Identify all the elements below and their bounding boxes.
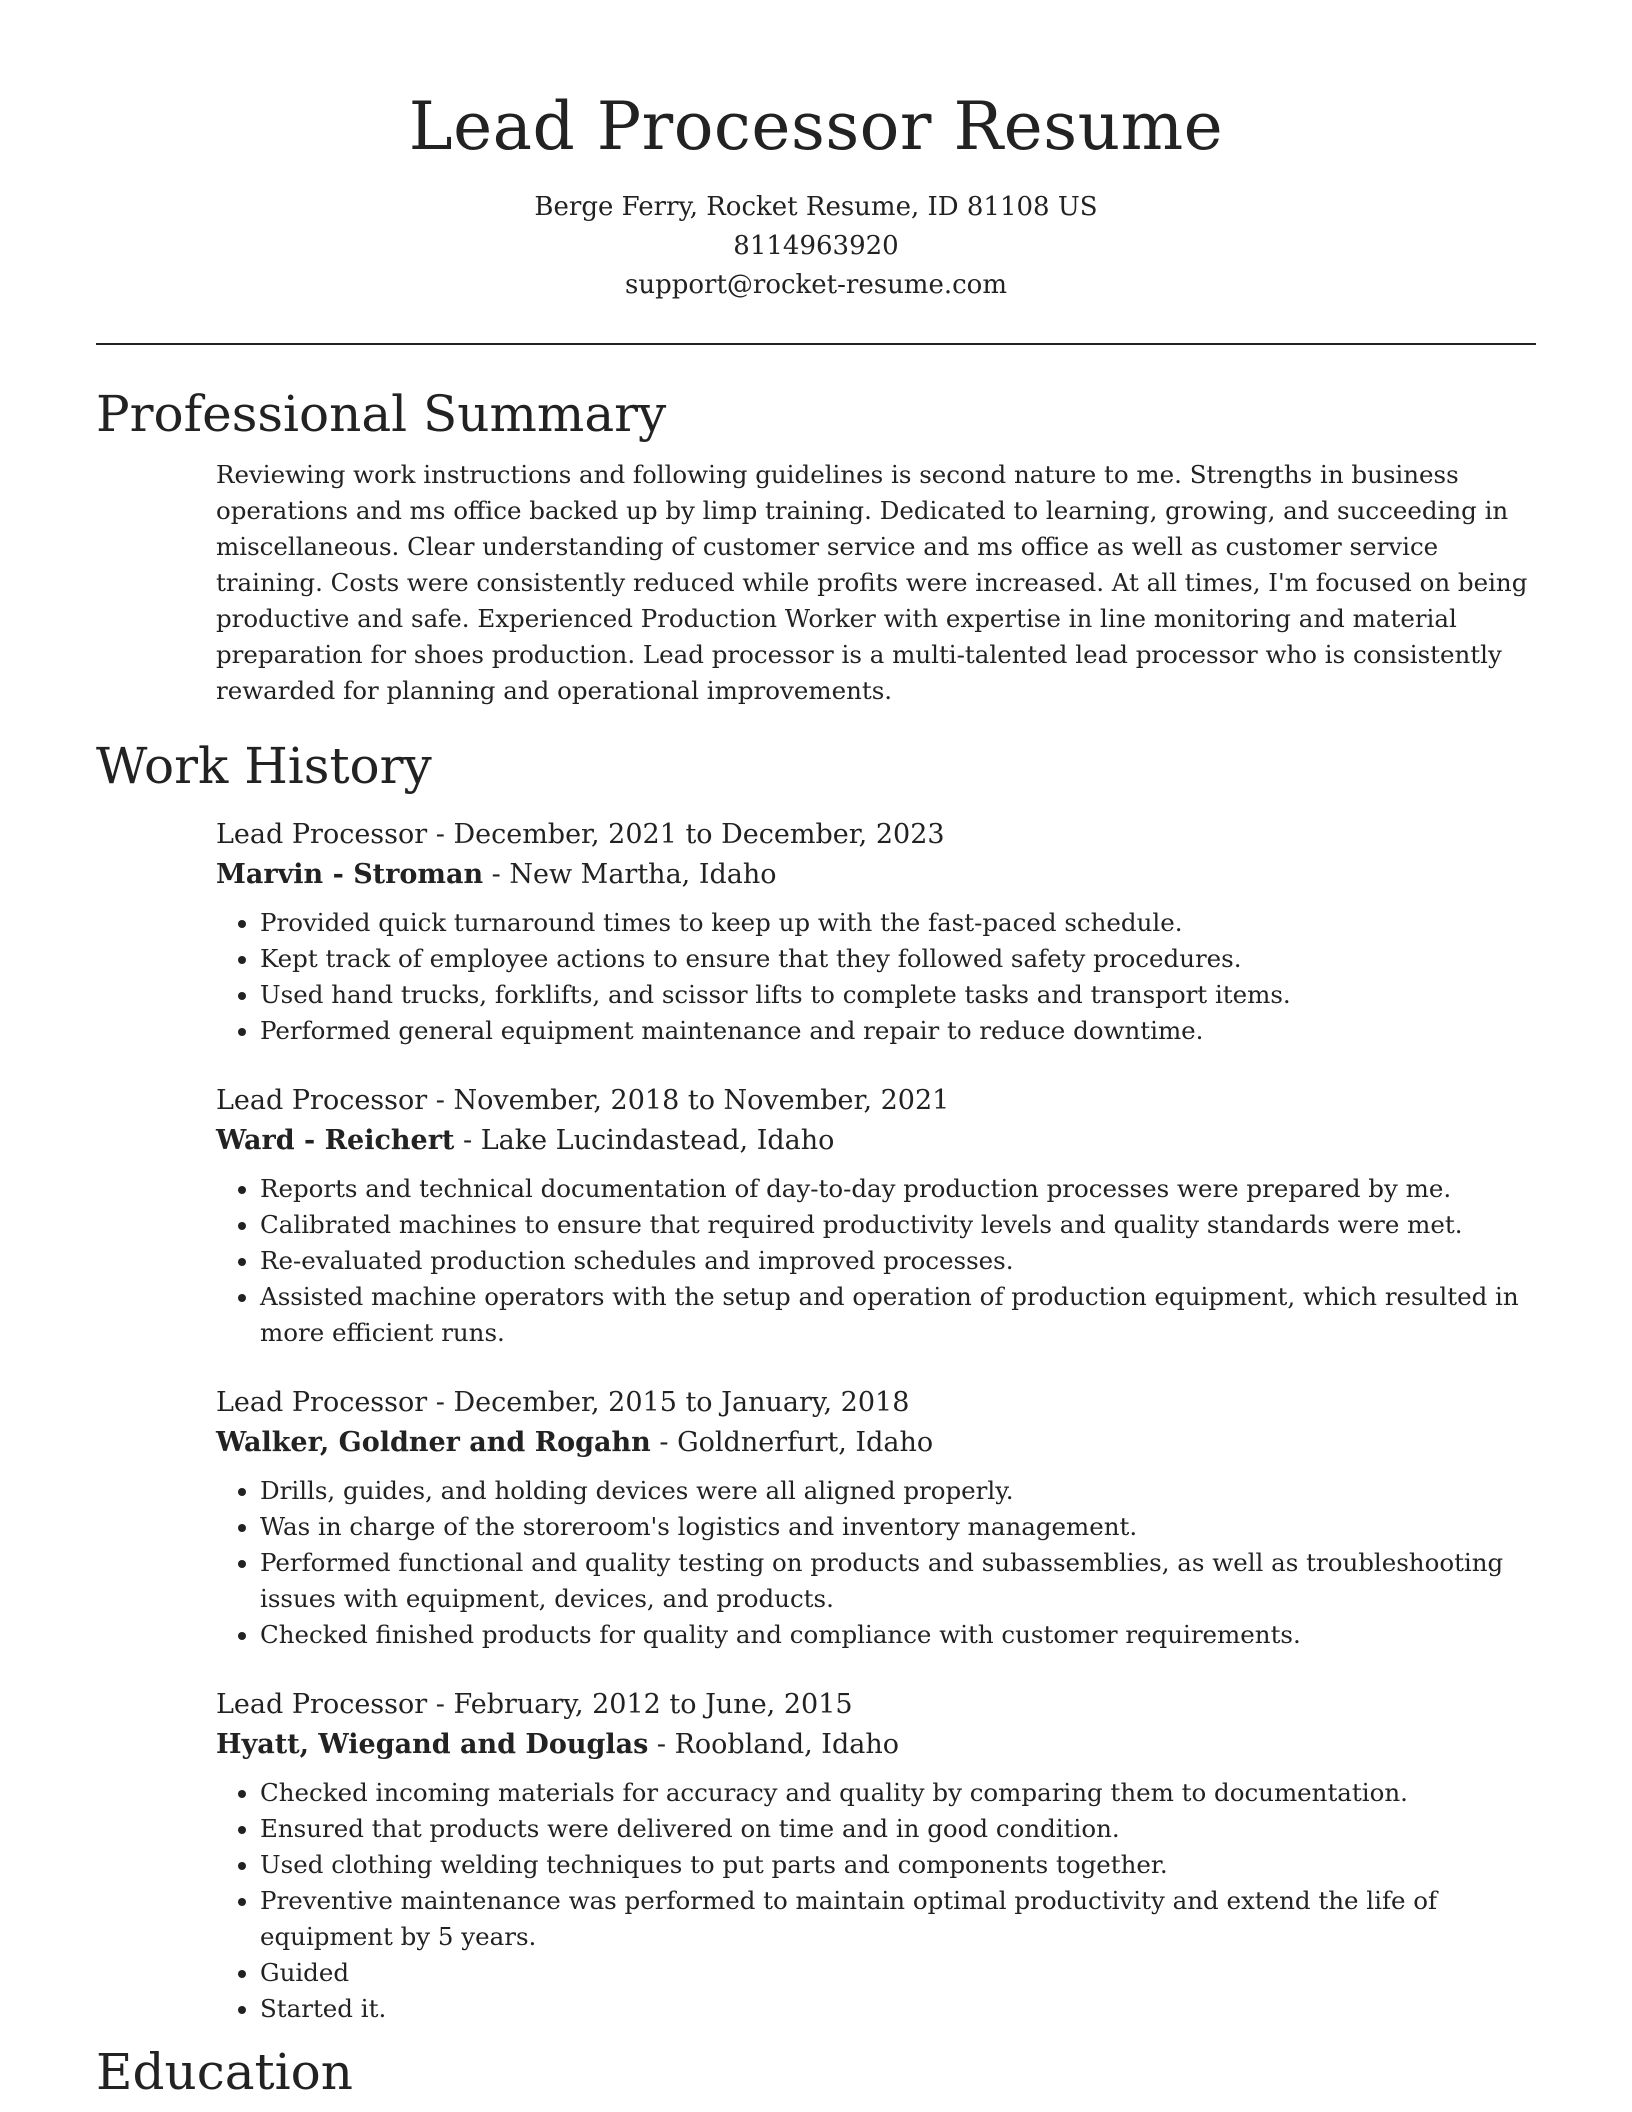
list-item: • Performed functional and quality testing on products and subassemblies, as well as troubleshooting issues with equipment, devices, and products.: [260, 1545, 1536, 1617]
job-title: Lead Processor - December, 2015 to January, 2018: [216, 1387, 910, 1418]
page-title: Lead Processor Resume: [408, 88, 1224, 165]
education-section: [96, 2041, 1536, 2103]
list-item: • Assisted machine operators with the setup and operation of production equipment, which resulted in more efficient runs.: [260, 1279, 1536, 1351]
contact-info: [96, 188, 1536, 305]
list-item: • Drills, guides, and holding devices were all aligned properly.: [260, 1473, 1536, 1509]
job-company: Hyatt, Wiegand and Douglas: [216, 1729, 649, 1760]
list-item: • Ensured that products were delivered on time and in good condition.: [260, 1811, 1536, 1847]
job-location: - Goldnerfurt, Idaho: [650, 1427, 934, 1458]
list-item: • Reports and technical documentation of day-to-day production processes were prepared by me.: [260, 1171, 1536, 1207]
job-title: Lead Processor - December, 2021 to December, 2023: [216, 819, 945, 850]
list-item: • Checked finished products for quality and compliance with customer requirements.: [260, 1617, 1536, 1653]
list-item: • Kept track of employee actions to ensure that they followed safety procedures.: [260, 941, 1536, 977]
list-item: • Provided quick turnaround times to keep up with the fast-paced schedule.: [260, 905, 1536, 941]
summary-text: Reviewing work instructions and following guidelines is second nature to me. Strengths in business operations and ms office backed up by limp training. Dedicated to learning, growing, and succeeding in miscellaneous. Clear understanding of customer service and ms office as well as customer service training. Costs were consistently reduced while profits were increased. At all times, I'm focused on being productive and safe. Experienced Production Worker with expertise in line monitoring and material preparation for shoes production. Lead processor is a multi-talented lead processor who is consistently rewarded for planning and operational improvements.: [216, 460, 1528, 705]
job-company-line: [216, 855, 1536, 895]
list-item: • Performed general equipment maintenance and repair to reduce downtime.: [260, 1013, 1536, 1049]
list-item: • Guided: [260, 1955, 1536, 1991]
header-divider: [96, 343, 1536, 345]
contact-address: Berge Ferry, Rocket Resume, ID 81108 US: [534, 192, 1098, 222]
contact-email: support@rocket-resume.com: [624, 270, 1007, 300]
section-heading-work-history: Work History: [96, 737, 432, 795]
job-entry: [216, 1685, 1536, 2027]
job-location: - Lake Lucindastead, Idaho: [454, 1125, 835, 1156]
job-company: Walker, Goldner and Rogahn: [216, 1427, 651, 1458]
list-item: • Used clothing welding techniques to put parts and components together.: [260, 1847, 1536, 1883]
job-company: Marvin - Stroman: [216, 859, 484, 890]
list-item: • Started it.: [260, 1991, 1536, 2027]
work-history-section: [96, 735, 1536, 2027]
job-entry: [216, 1081, 1536, 1351]
list-item: • Was in charge of the storeroom's logistics and inventory management.: [260, 1509, 1536, 1545]
job-bullets: [216, 1171, 1536, 1351]
contact-phone: 8114963920: [733, 231, 899, 261]
job-bullets: [216, 1473, 1536, 1653]
resume-page: [96, 0, 1536, 2103]
job-title: Lead Processor - November, 2018 to November, 2021: [216, 1085, 950, 1116]
job-location: - New Martha, Idaho: [483, 859, 777, 890]
section-heading-education: Education: [96, 2043, 353, 2101]
job-entry: [216, 1383, 1536, 1653]
professional-summary-section: [96, 383, 1536, 709]
job-bullets: [216, 1775, 1536, 2027]
list-item: • Re-evaluated production schedules and improved processes.: [260, 1243, 1536, 1279]
job-entry: [216, 815, 1536, 1049]
job-company: Ward - Reichert: [216, 1125, 455, 1156]
job-company-line: [216, 1725, 1536, 1765]
section-heading-summary: Professional Summary: [96, 385, 667, 443]
job-company-line: [216, 1423, 1536, 1463]
list-item: • Checked incoming materials for accuracy and quality by comparing them to documentation.: [260, 1775, 1536, 1811]
list-item: • Used hand trucks, forklifts, and scissor lifts to complete tasks and transport items.: [260, 977, 1536, 1013]
resume-header: [96, 82, 1536, 305]
list-item: • Calibrated machines to ensure that required productivity levels and quality standards were met.: [260, 1207, 1536, 1243]
list-item: • Preventive maintenance was performed to maintain optimal productivity and extend the life of equipment by 5 years.: [260, 1883, 1536, 1955]
job-title: Lead Processor - February, 2012 to June, 2015: [216, 1689, 853, 1720]
job-company-line: [216, 1121, 1536, 1161]
job-bullets: [216, 905, 1536, 1049]
job-location: - Roobland, Idaho: [648, 1729, 899, 1760]
